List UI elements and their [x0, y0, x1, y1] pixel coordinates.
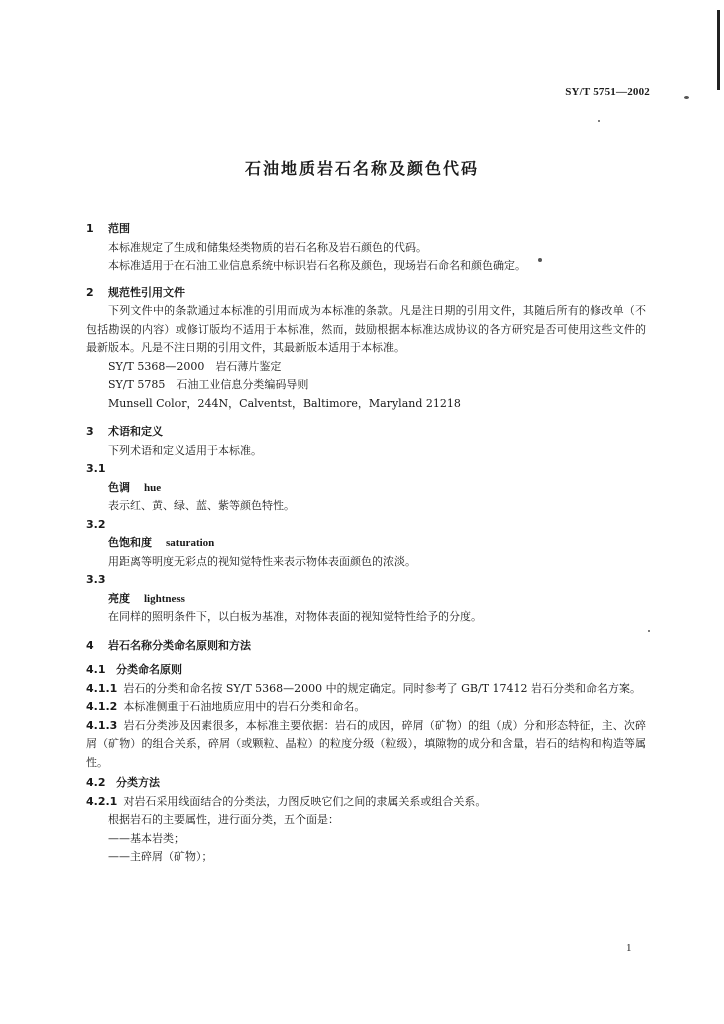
term-heading — [86, 534, 646, 553]
term-definition: 表示红、黄、绿、蓝、紫等颜色特性。 — [108, 499, 295, 512]
clause — [86, 717, 646, 773]
clause — [86, 793, 646, 812]
term-definition: 用距离等明度无彩点的视知觉特性来表示物体表面颜色的浓淡。 — [108, 554, 416, 568]
term-definition: 在同样的照明条件下，以白板为基准，对物体表面的视知觉特性给予的分度。 — [108, 610, 482, 623]
term-number: 3.1 — [86, 462, 106, 475]
clause-number: 4.2.1 — [86, 794, 118, 808]
scan-speck — [598, 120, 600, 122]
clause-text: 岩石的分类和命名按 SY/T 5368—2000 中的规定确定。同时参考了 GB/T 17412 岩石分类和命名方案。 — [123, 681, 642, 695]
term-cn: 亮度 — [108, 591, 130, 605]
subsection-title: 分类方法 — [116, 776, 160, 789]
paragraph: 本标准适用于在石油工业信息系统中标识岩石名称及颜色，现场岩石命名和颜色确定。 — [108, 259, 526, 272]
document-body — [86, 220, 646, 867]
clause-text: 岩石分类涉及因素很多，本标准主要依据：岩石的成因，碎屑（矿物）的组（成）分和形态特征，主、次碎屑（矿物）的组合关系，碎屑（或颗粒、晶粒）的粒度分级（粒级），填隙物的成分和含量，岩石的结构和构造等属性。 — [86, 718, 646, 769]
term-number: 3.3 — [86, 573, 106, 586]
clause-number: 4.1.1 — [86, 681, 118, 695]
section-title: 术语和定义 — [108, 425, 163, 438]
clause-text: 本标准侧重于石油地质应用中的岩石分类和命名。 — [123, 700, 366, 713]
dash-list-item: ——基本岩类； — [108, 831, 185, 845]
dash-list-item: ——主碎屑（矿物）； — [108, 850, 213, 863]
term-en: saturation — [166, 537, 215, 549]
term-heading — [86, 590, 646, 609]
term-en: hue — [144, 481, 162, 494]
standard-code: SY/T 5751—2002 — [565, 86, 650, 98]
paragraph: 本标准规定了生成和储集烃类物质的岩石名称及岩石颜色的代码。 — [108, 240, 427, 254]
section-number: 1 — [86, 222, 94, 235]
section-heading — [86, 637, 646, 656]
clause — [86, 698, 646, 717]
reference-item: SY/T 5368—2000 岩石薄片鉴定 — [108, 359, 282, 373]
section-number: 3 — [86, 425, 94, 438]
reference-item: SY/T 5785 石油工业信息分类编码导则 — [108, 378, 309, 391]
section-heading — [86, 220, 646, 239]
term-en: lightness — [144, 592, 185, 605]
section-title: 规范性引用文件 — [108, 285, 185, 299]
term-cn: 色调 — [108, 480, 130, 494]
clause-text: 对岩石采用线面结合的分类法，力图反映它们之间的隶属关系或组合关系。 — [123, 794, 487, 808]
section-number: 4 — [86, 638, 94, 652]
clause-number: 4.1.3 — [86, 718, 118, 732]
subsection-number: 4.2 — [86, 776, 106, 789]
paragraph: 根据岩石的主要属性，进行面分类，五个面是： — [108, 813, 339, 826]
term-number: 3.2 — [86, 517, 106, 531]
paragraph: 下列术语和定义适用于本标准。 — [108, 443, 262, 457]
section-title: 范围 — [108, 222, 130, 235]
reference-item: Munsell Color，244N，Calventst，Baltimore，Maryland 21218 — [108, 396, 461, 410]
clause — [86, 680, 646, 699]
section-heading — [86, 423, 646, 442]
section-number: 2 — [86, 285, 94, 299]
scan-speck — [648, 630, 650, 632]
term-cn: 色饱和度 — [108, 536, 152, 549]
document-title: 石油地质岩石名称及颜色代码 — [244, 159, 479, 178]
term-heading — [86, 479, 646, 498]
paragraph: 下列文件中的条款通过本标准的引用而成为本标准的条款。凡是注日期的引用文件，其随后所有的修改单（不包括勘误的内容）或修订版均不适用于本标准，然而，鼓励根据本标准达成协议的各方研究是否可使用这些文件的最新版本。凡是不注日期的引用文件，其最新版本适用于本标准。 — [86, 304, 646, 354]
subsection-title: 分类命名原则 — [116, 663, 182, 676]
clause-number: 4.1.2 — [86, 700, 118, 713]
scan-speck — [684, 96, 689, 99]
scan-edge-mark — [717, 10, 720, 90]
subsection-heading — [86, 774, 646, 793]
section-title: 岩石名称分类命名原则和方法 — [108, 638, 251, 652]
section-heading — [86, 284, 646, 303]
page-number: 1 — [626, 942, 632, 954]
subsection-heading — [86, 661, 646, 680]
subsection-number: 4.1 — [86, 663, 106, 676]
